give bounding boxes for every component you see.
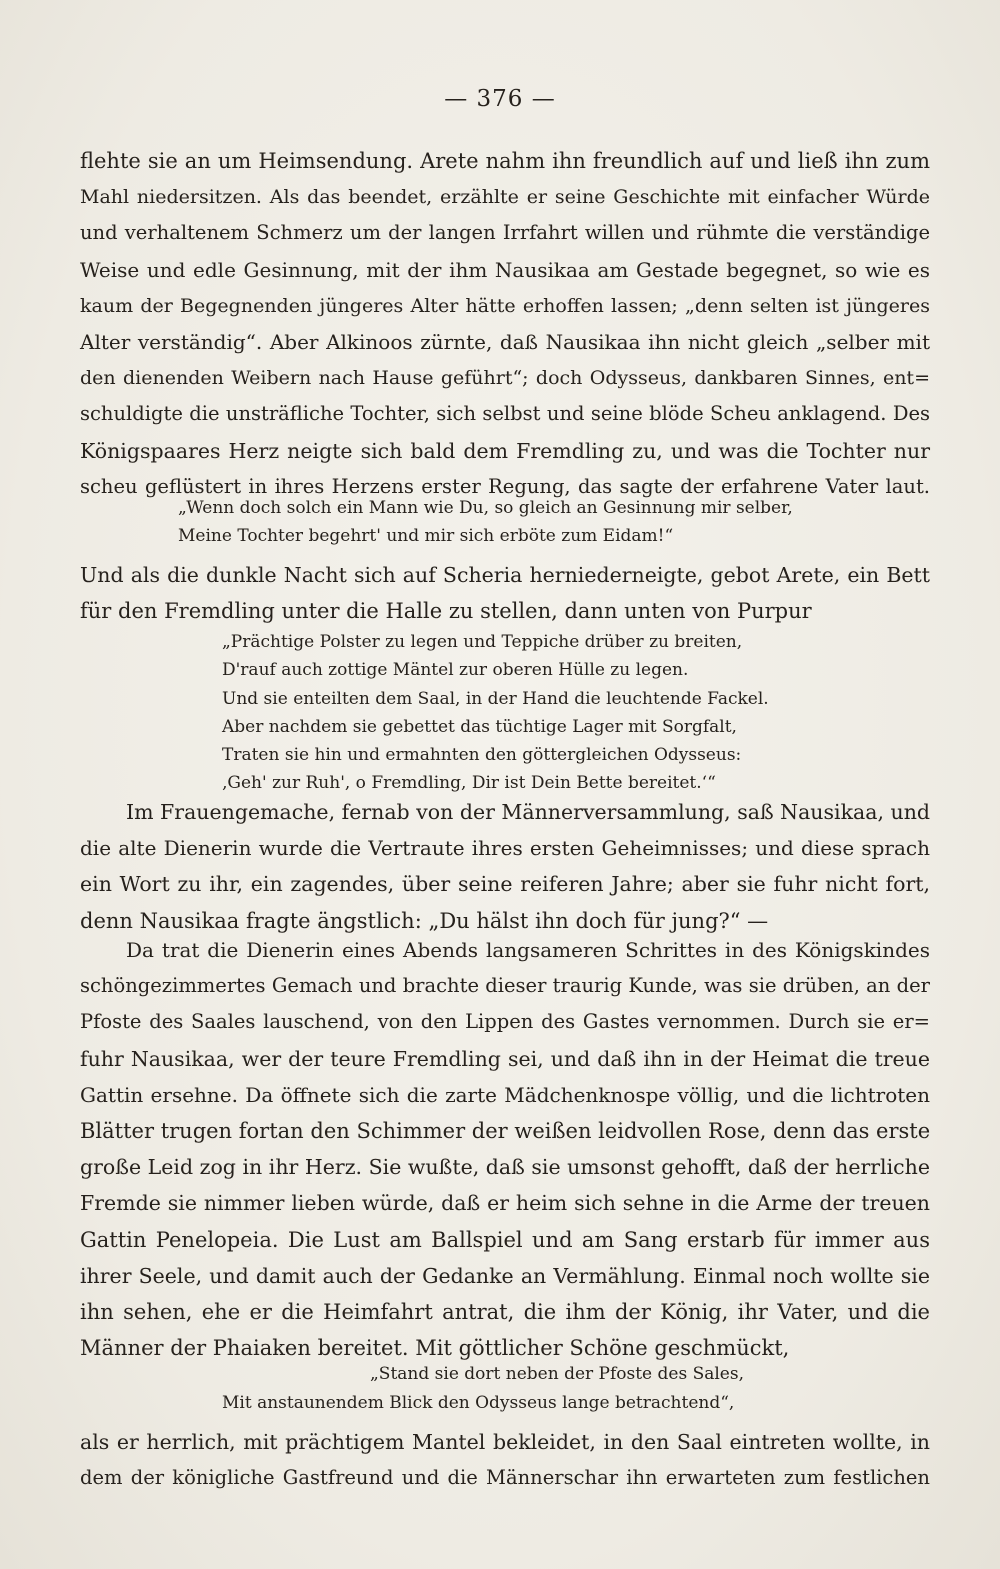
- text-line: scheu geflüstert in ihres Herzens erster Regung, das sagte der erfahrene Vater laut.: [80, 474, 930, 498]
- verse-line: „Wenn doch solch ein Mann wie Du, so gleich an Gesinnung mir selber,: [178, 498, 793, 518]
- text-line: Im Frauengemache, fernab von der Männerversammlung, saß Nausikaa, und: [126, 800, 931, 824]
- verse-line: „Prächtige Polster zu legen und Teppiche drüber zu breiten,: [222, 632, 743, 652]
- verse-line: Aber nachdem sie gebettet das tüchtige Lager mit Sorgfalt,: [222, 716, 737, 737]
- text-line: den dienenden Weibern nach Hause geführt“; doch Odysseus, dankbaren Sinnes, ent=: [80, 367, 930, 390]
- verse-line: Und sie enteilten dem Saal, in der Hand die leuchtende Fackel.: [222, 688, 769, 709]
- text-line: Königspaares Herz neigte sich bald dem Fremdling zu, und was die Tochter nur: [80, 438, 930, 463]
- verse-quote-1: [178, 494, 793, 550]
- verse-quote-2: [222, 628, 769, 798]
- text-line: Gattin ersehne. Da öffnete sich die zarte Mädchenknospe völlig, und die lichtroten: [80, 1082, 930, 1107]
- text-line: die alte Dienerin wurde die Vertraute ihres ersten Geheimnisses; und diese sprach: [80, 836, 930, 861]
- text-line: Mahl niedersitzen. Als das beendet, erzählte er seine Geschichte mit einfacher Würde: [80, 186, 930, 209]
- text-line: denn Nausikaa fragte ängstlich: „Du hälst ihn doch für jung?“ —: [80, 908, 769, 933]
- verse-line: D'rauf auch zottige Mäntel zur oberen Hülle zu legen.: [222, 660, 689, 681]
- text-line: schuldigte die unsträfliche Tochter, sich selbst und seine blöde Scheu anklagend. Des: [80, 402, 930, 426]
- text-line: als er herrlich, mit prächtigem Mantel bekleidet, in den Saal eintreten wollte, in: [80, 1430, 930, 1454]
- text-line: Männer der Phaiaken bereitet. Mit göttlicher Schöne geschmückt,: [80, 1336, 790, 1361]
- text-line: ein Wort zu ihr, ein zagendes, über seine reiferen Jahre; aber sie fuhr nicht fort,: [80, 872, 930, 897]
- text-line: schöngezimmertes Gemach und brachte dieser traurig Kunde, was sie drüben, an der: [80, 974, 930, 998]
- text-line: ihn sehen, ehe er die Heimfahrt antrat, die ihm der König, ihr Vater, und die: [80, 1299, 930, 1324]
- verse-line: Mit anstaunendem Blick den Odysseus lange betrachtend“,: [222, 1393, 735, 1413]
- text-line: dem der königliche Gastfreund und die Männerschar ihn erwarteten zum festlichen: [80, 1466, 930, 1490]
- text-line: Weise und edle Gesinnung, mit der ihm Nausikaa am Gestade begegnet, so wie es: [80, 257, 930, 282]
- text-line: fuhr Nausikaa, wer der teure Fremdling sei, und daß ihn in der Heimat die treue: [80, 1046, 930, 1071]
- text-line: Fremde sie nimmer lieben würde, daß er heim sich sehne in die Arme der treuen: [80, 1191, 930, 1216]
- paragraph-3: [80, 794, 930, 939]
- verse-quote-3: [222, 1360, 744, 1418]
- text-line: große Leid zog in ihr Herz. Sie wußte, daß sie umsonst gehofft, daß der herrliche: [80, 1155, 930, 1180]
- page-number: — 376 —: [444, 86, 556, 112]
- verse-line: Traten sie hin und ermahnten den göttergleichen Odysseus:: [222, 745, 742, 766]
- paragraph-2: [80, 557, 930, 629]
- text-line: Und als die dunkle Nacht sich auf Scheria herniederneigte, gebot Arete, ein Bett: [80, 563, 930, 587]
- text-line: ihrer Seele, und damit auch der Gedanke an Vermählung. Einmal noch wollte sie: [80, 1263, 930, 1288]
- text-line: Pfoste des Saales lauschend, von den Lippen des Gastes vernommen. Durch sie er=: [80, 1010, 930, 1034]
- text-line: Gattin Penelopeia. Die Lust am Ballspiel und am Sang erstarb für immer aus: [80, 1227, 930, 1252]
- paragraph-4: [80, 932, 930, 1366]
- paragraph-1: [80, 143, 930, 505]
- text-line: Blätter trugen fortan den Schimmer der weißen leidvollen Rose, denn das erste: [80, 1118, 931, 1143]
- text-line: Da trat die Dienerin eines Abends langsameren Schrittes in des Königskindes: [126, 938, 930, 962]
- text-line: Alter verständig“. Aber Alkinoos zürnte, daß Nausikaa ihn nicht gleich „selber mit: [80, 329, 930, 354]
- text-line: kaum der Begegnenden jüngeres Alter hätte erhoffen lassen; „denn selten ist jüngeres: [80, 294, 930, 317]
- text-line: und verhaltenem Schmerz um der langen Irrfahrt willen und rühmte die verständige: [80, 221, 930, 245]
- verse-line: „Stand sie dort neben der Pfoste des Sales,: [370, 1364, 744, 1384]
- verse-line: Meine Tochter begehrt' und mir sich erböte zum Eidam!“: [178, 526, 674, 546]
- text-line: flehte sie an um Heimsendung. Arete nahm ihn freundlich auf und ließ ihn zum: [80, 149, 930, 173]
- paragraph-5: [80, 1424, 930, 1496]
- verse-line: ‚Geh' zur Ruh', o Fremdling, Dir ist Dein Bette bereitet.‘“: [222, 773, 716, 794]
- text-line: für den Fremdling unter die Halle zu stellen, dann unten von Purpur: [80, 599, 812, 624]
